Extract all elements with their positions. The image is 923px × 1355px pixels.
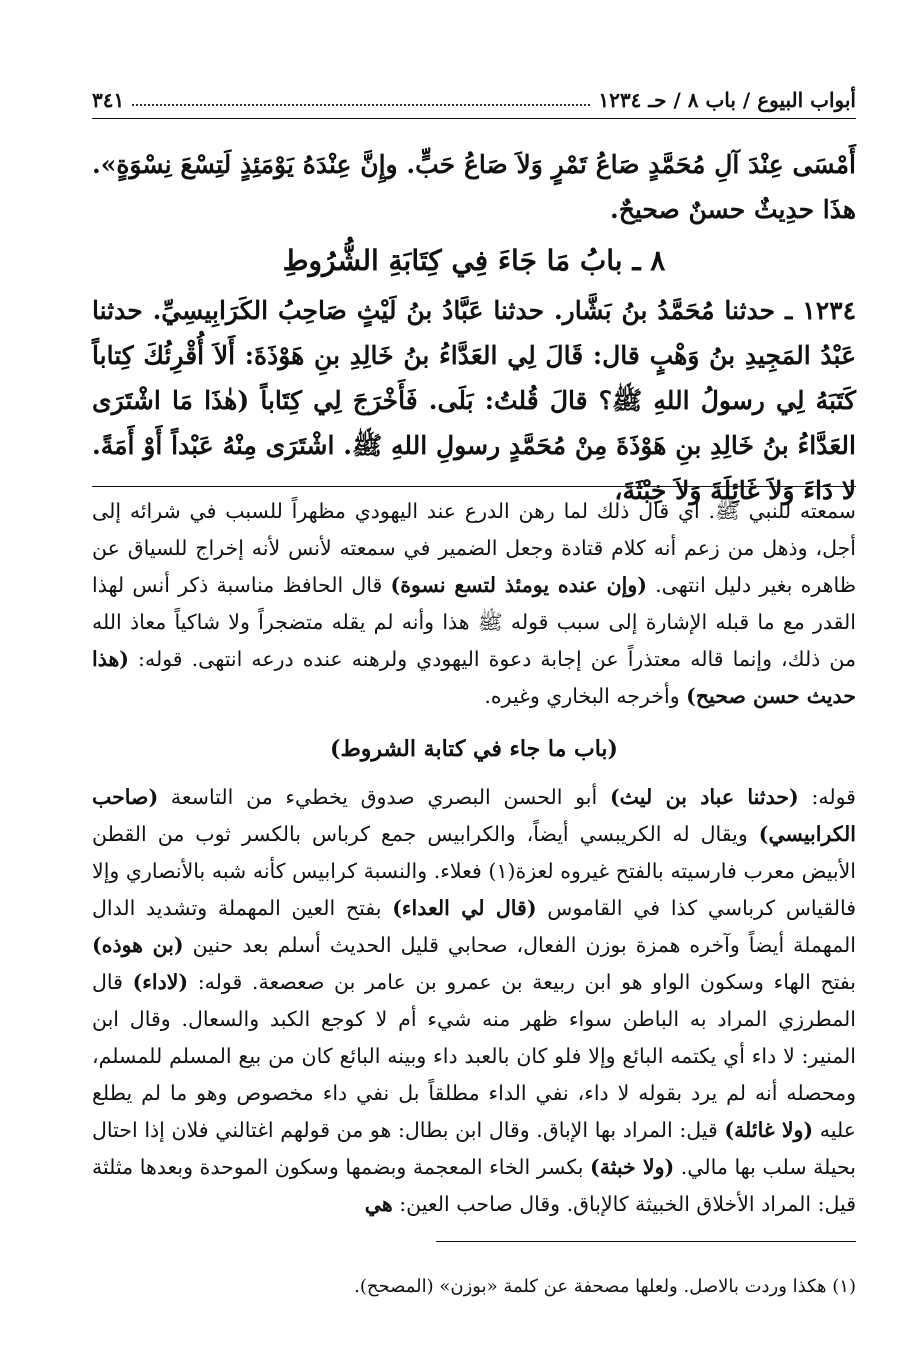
commentary-text: قيل: المراد بها الإباق. وقال ابن بطال: هو من قولهم اغتالني فلان إذا احتال بحيلة سلب بها مالي. [92, 1118, 856, 1179]
commentary-text: ويقال له الكريبسي أيضاً، والكرابيس جمع كرباس بالكسر ثوب من القطن الأبيض معرب فارسيته بالفتح غيروه لعزة(١) فعلاء. والنسبة كرابيس كأنه شبه بالأنصاري وإلا فالقياس كرباسي كذا في القاموس [92, 822, 856, 920]
commentary-chapter-heading: (باب ما جاء في كتابة الشروط) [330, 736, 618, 762]
header-leader-dots [132, 104, 590, 106]
quoted-phrase: (لاداء) [132, 970, 189, 994]
commentary-text: قال الحافظ مناسبة ذكر أنس لهذا القدر مع ما قبله الإشارة إلى سبب قوله ﷺ هذا وأنه لم يقله متضجراً ولا شاكياً معاذ الله من ذلك، وإنما قاله معتذراً عن إجابة دعوة اليهودي ولرهنه عنده درعه انتهى. قوله: [92, 573, 856, 671]
commentary-block [92, 493, 856, 1223]
chapter-title: ٨ ـ بابُ مَا جَاءَ فِي كِتَابَةِ الشُّرُوطِ [282, 244, 666, 277]
hadith-previous-ending: أَمْسَى عِنْدَ آلِ مُحَمَّدٍ صَاعُ تَمْرٍ وَلاَ صَاعُ حَبٍّ. وإِنَّ عِنْدَهُ يَوْمَئِذٍ لَتِسْعَ نِسْوَةٍ». هذَا حدِيثٌ حسنٌ صحيحٌ. [92, 150, 856, 224]
commentary-text: وأخرجه البخاري وغيره. [484, 684, 687, 708]
footnote-divider [436, 1241, 856, 1242]
commentary-text: بفتح العين المهملة وتشديد الدال المهملة أيضاً وآخره همزة بوزن الفعال، صحابي قليل الحديث أسلم بعد حنين [92, 896, 856, 957]
running-title: أبواب البيوع / باب ٨ / حـ ١٢٣٤ [598, 88, 856, 112]
commentary-text: قوله: [798, 785, 856, 809]
quoted-phrase: (قال لي العداء) [392, 896, 537, 920]
commentary-text: بكسر الخاء المعجمة وبضمها وسكون الموحدة وبعدها مثلثة قيل: المراد الأخلاق الخبيثة كالإباق. وقال صاحب العين: [92, 1155, 856, 1216]
quoted-phrase: (حدثنا عباد بن ليث) [609, 785, 799, 809]
section-divider [92, 486, 856, 487]
commentary-paragraph-2 [92, 779, 856, 1223]
commentary-text: بفتح الهاء وسكون الواو هو ابن ربيعة بن عمرو بن عامر بن صعصعة. قوله: [188, 970, 856, 994]
quoted-phrase: (ولا غائلة) [724, 1118, 814, 1142]
footnote: (١) هكذا وردت بالاصل. ولعلها مصحفة عن كلمة «بوزن» (المصحح). [354, 1276, 856, 1297]
quoted-phrase: هي [364, 1192, 393, 1216]
quoted-phrase: (ولا خبثة) [590, 1155, 675, 1179]
commentary-paragraph-1 [92, 493, 856, 715]
quoted-phrase: (وإن عنده يومئذ لتسع نسوة) [390, 573, 647, 597]
quoted-phrase: (بن هوذه) [92, 933, 184, 957]
commentary-text: قال المطرزي المراد به الباطن سواء ظهر منه شيء أم لا كوجع الكبد والسعال. وقال ابن المنير: لا داء أي يكتمه البائع وإلا فلو كان بالعبد داء وبينه البائع كان من بيع المسلم للمسلم، ومحصله أنه لم يرد بقوله لا داء، نفي الداء مطلقاً بل نفي داء مخصوص وهو ما لم يطلع عليه [92, 970, 856, 1142]
commentary-text: أبو الحسن البصري صدوق يخطيء من التاسعة [158, 785, 610, 809]
commentary-text: سمعته للنبي ﷺ. أي قال ذلك لما رهن الدرع عند اليهودي مظهراً للسبب في شرائه إلى أجل، وذهل من زعم أنه كلام قتادة وجعل الضمير في سمعته لأنس لأنه إخراج للسياق عن ظاهره بغير دليل انتهى. [92, 499, 857, 597]
quoted-phrase: (هذا حديث حسن صحيح) [92, 647, 856, 708]
hadith-1234: ١٢٣٤ ـ حدثنا مُحَمَّدُ بنُ بَشَّار. حدثنا عَبَّادُ بنُ لَيْثٍ صَاحِبُ الكَرَابِيسِيِّ. حدثنا عَبْدُ المَجِيدِ بنُ وَهْبٍ قال: قَالَ لِي العَدَّاءُ بنُ خَالِدِ بنِ هَوْذَةَ: أَلاَ أُقْرِئُكَ كِتاباً كَتَبَهُ لِي رسولُ اللهِ ﷺ؟ قالَ قُلتُ: بَلَى. فَأَخْرَجَ لِي كِتَاباً (هٰذَا مَا اشْتَرَى العَدَّاءُ بنُ خَالِدِ بنِ هَوْذَةَ مِنْ مُحَمَّدٍ رسولِ اللهِ ﷺ. اشْتَرَى مِنْهُ عَبْداً أَوْ أَمَةً. لا دَاءَ وَلاَ غَائِلَةَ وَلاَ خِبْثَةَ، [92, 296, 856, 505]
quoted-phrase: (صاحب الكرابيسي) [92, 785, 856, 846]
hadith-text-block [92, 142, 856, 513]
running-header [92, 82, 856, 119]
page-number: ٣٤١ [92, 88, 125, 112]
